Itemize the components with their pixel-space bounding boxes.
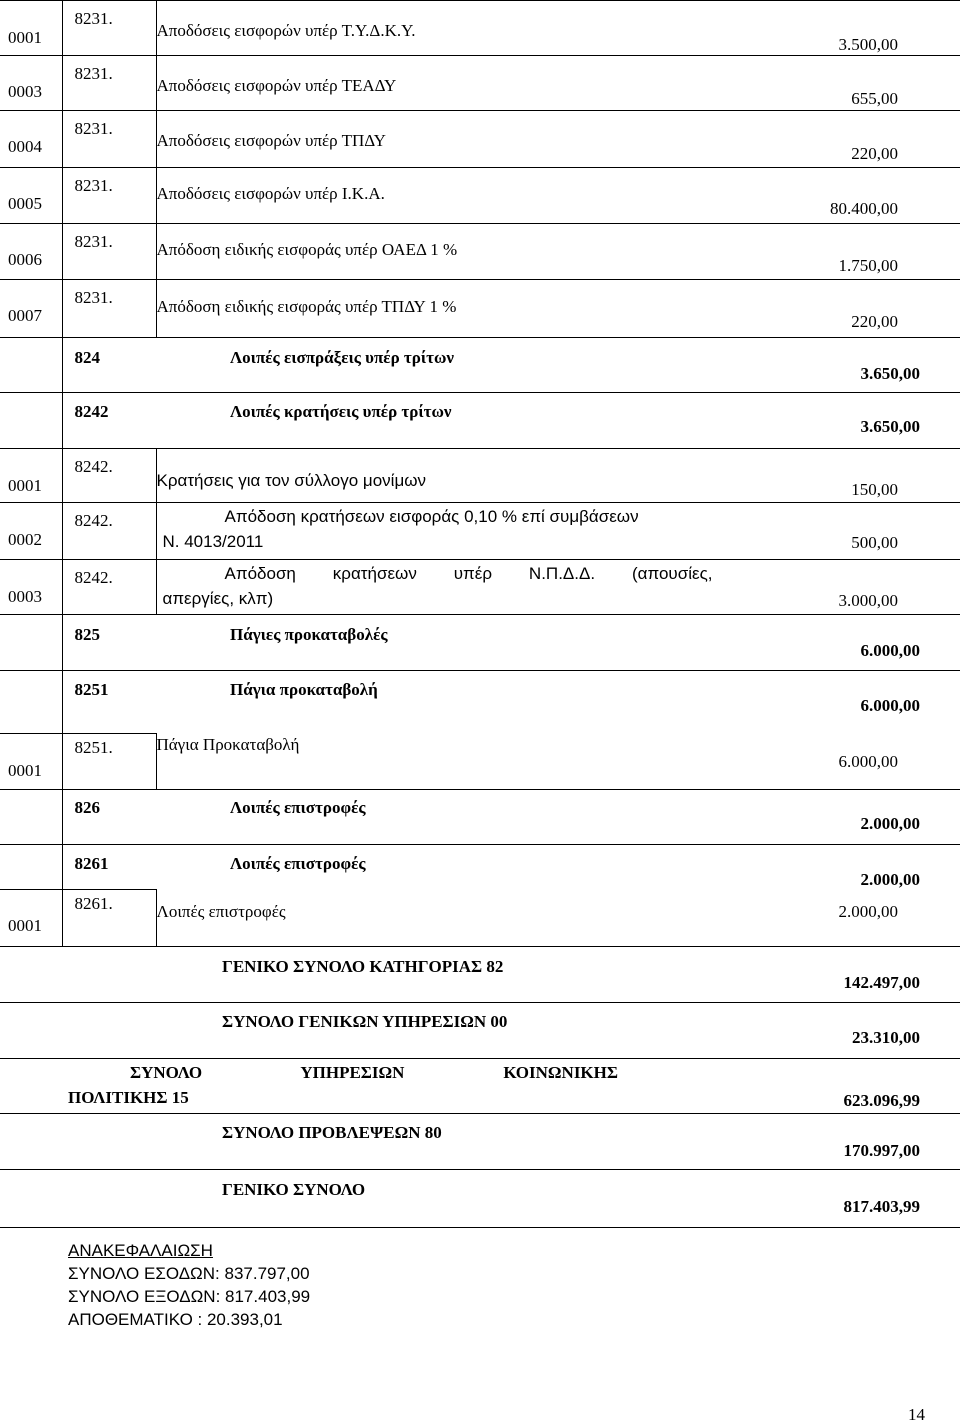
- row-amount: 220,00: [804, 111, 960, 168]
- row-subcode: 8231.: [74, 288, 113, 307]
- row-code: 0001: [8, 760, 42, 780]
- table-row: [0, 947, 960, 1003]
- row-subcode: 8231.: [74, 64, 113, 83]
- group-code: 8242: [74, 402, 109, 421]
- table-row: [0, 111, 960, 168]
- table-row: [0, 890, 960, 947]
- total-amount: 817.403,99: [804, 1170, 960, 1228]
- row-code: 0003: [8, 82, 42, 101]
- group-description: Λοιπές εισπράξεις υπέρ τρίτων: [230, 348, 454, 367]
- table-row: [0, 449, 960, 503]
- row-subcode: 8231.: [74, 119, 113, 138]
- row-subcode: 8261.: [74, 894, 113, 913]
- summary-reserve: ΑΠΟΘΕΜΑΤΙΚΟ : 20.393,01: [68, 1310, 283, 1329]
- row-amount: 220,00: [804, 280, 960, 338]
- summary-title: ΑΝΑΚΕΦΑΛΑΙΩΣΗ: [68, 1241, 213, 1260]
- row-description-line2: απεργίες, κλπ): [162, 589, 274, 608]
- row-description: Απόδοση ειδικής εισφοράς υπέρ ΤΠΔΥ 1 %: [156, 297, 457, 316]
- row-description: Αποδόσεις εισφορών υπέρ ΤΠΔΥ: [156, 131, 386, 150]
- group-amount: 2.000,00: [804, 844, 960, 890]
- total-label: ΓΕΝΙΚΟ ΣΥΝΟΛΟ ΚΑΤΗΓΟΡΙΑΣ 82: [222, 957, 504, 976]
- total-label-line2: ΠΟΛΙΤΙΚΗΣ 15: [68, 1088, 189, 1107]
- summary-block: [68, 1239, 310, 1331]
- total-label: ΣΥΝΟΛΟ ΓΕΝΙΚΩΝ ΥΠΗΡΕΣΙΩΝ 00: [222, 1012, 508, 1031]
- row-description: Αποδόσεις εισφορών υπέρ Τ.Υ.Δ.Κ.Υ.: [156, 21, 416, 40]
- row-description: Λοιπές επιστροφές: [156, 901, 286, 921]
- table-row: [0, 671, 960, 734]
- row-description: Κρατήσεις για τον σύλλογο μονίμων: [156, 471, 427, 490]
- table-row: [0, 615, 960, 671]
- row-code: 0001: [8, 28, 42, 47]
- row-description: Πάγια Προκαταβολή: [156, 735, 300, 754]
- summary-expenses: ΣΥΝΟΛΟ ΕΞΟΔΩΝ: 817.403,99: [68, 1287, 311, 1306]
- table-row: [0, 733, 960, 789]
- row-code: 0003: [8, 587, 42, 606]
- row-amount: 150,00: [804, 449, 960, 503]
- row-subcode: 8242.: [74, 568, 113, 587]
- row-code: 0002: [8, 530, 42, 549]
- group-description: Πάγια προκαταβολή: [230, 680, 378, 699]
- table-row: [0, 1003, 960, 1059]
- row-code: 0005: [8, 194, 42, 213]
- group-code: 824: [74, 348, 100, 367]
- table-row: [0, 56, 960, 111]
- table-row: [0, 393, 960, 449]
- group-code: 825: [74, 625, 100, 644]
- row-code: 0004: [8, 137, 42, 156]
- row-description: Αποδόσεις εισφορών υπέρ ΤΕΑΔΥ: [156, 76, 397, 95]
- row-subcode: 8231.: [74, 9, 113, 28]
- row-amount: 500,00: [851, 533, 899, 552]
- table-row: [0, 338, 960, 393]
- total-amount: 23.310,00: [804, 1003, 960, 1059]
- row-code: 0006: [8, 250, 42, 269]
- group-description: Λοιπές κρατήσεις υπέρ τρίτων: [230, 402, 452, 421]
- page-number: 14: [908, 1405, 925, 1424]
- row-description-line1: Απόδοση κρατήσεων εισφοράς 0,10 % επί συμβάσεων: [224, 507, 639, 526]
- row-description: Απόδοση ειδικής εισφοράς υπέρ ΟΑΕΔ 1 %: [156, 240, 458, 259]
- row-subcode: 8251.: [74, 737, 113, 757]
- row-amount: 2.000,00: [838, 901, 899, 921]
- group-code: 8261: [74, 853, 109, 873]
- row-amount: 6.000,00: [838, 752, 899, 771]
- group-amount: 6.000,00: [804, 615, 960, 671]
- row-amount: 3.500,00: [804, 1, 960, 56]
- table-row: [0, 844, 960, 890]
- table-row: [0, 280, 960, 338]
- group-amount: 3.650,00: [804, 338, 960, 393]
- total-amount: 142.497,00: [804, 947, 960, 1003]
- summary-income: ΣΥΝΟΛΟ ΕΣΟΔΩΝ: 837.797,00: [68, 1264, 310, 1283]
- row-code: 0007: [8, 306, 42, 325]
- total-amount: 623.096,99: [843, 1091, 921, 1110]
- total-label-line1: ΣΥΝΟΛΟ ΥΠΗΡΕΣΙΩΝ ΚΟΙΝΩΝΙΚΗΣ: [130, 1063, 618, 1082]
- total-label: ΓΕΝΙΚΟ ΣΥΝΟΛΟ: [222, 1180, 366, 1199]
- row-amount: 1.750,00: [804, 224, 960, 280]
- table-row: [0, 1059, 960, 1114]
- row-subcode: 8242.: [74, 457, 113, 476]
- table-row: [0, 168, 960, 224]
- row-subcode: 8242.: [74, 511, 113, 530]
- row-description-line1: Απόδοση κρατήσεων υπέρ Ν.Π.Δ.Δ. (απουσίες,: [224, 564, 713, 583]
- row-subcode: 8231.: [74, 176, 113, 195]
- table-row: [0, 560, 960, 615]
- table-row: [0, 224, 960, 280]
- table-row: [0, 503, 960, 560]
- row-code: 0001: [8, 916, 42, 935]
- row-subcode: 8231.: [74, 232, 113, 251]
- group-amount: 2.000,00: [804, 789, 960, 844]
- group-code: 826: [74, 797, 100, 817]
- table-row: [0, 1, 960, 56]
- row-amount: 655,00: [804, 56, 960, 111]
- table-row: [0, 1114, 960, 1170]
- row-description-line2: Ν. 4013/2011: [162, 532, 264, 551]
- row-amount: 3.000,00: [838, 591, 899, 610]
- group-amount: 3.650,00: [804, 393, 960, 449]
- group-description: Λοιπές επιστροφές: [230, 797, 366, 817]
- group-description: Πάγιες προκαταβολές: [230, 625, 388, 644]
- row-description: Αποδόσεις εισφορών υπέρ Ι.Κ.Α.: [156, 184, 385, 203]
- table-row: [0, 789, 960, 844]
- total-amount: 170.997,00: [804, 1114, 960, 1170]
- group-code: 8251: [74, 680, 109, 699]
- group-description: Λοιπές επιστροφές: [230, 853, 366, 873]
- row-code: 0001: [8, 476, 42, 495]
- total-label: ΣΥΝΟΛΟ ΠΡΟΒΛΕΨΕΩΝ 80: [222, 1123, 442, 1142]
- group-amount: 6.000,00: [804, 671, 960, 734]
- table-row: [0, 1170, 960, 1228]
- row-amount: 80.400,00: [804, 168, 960, 224]
